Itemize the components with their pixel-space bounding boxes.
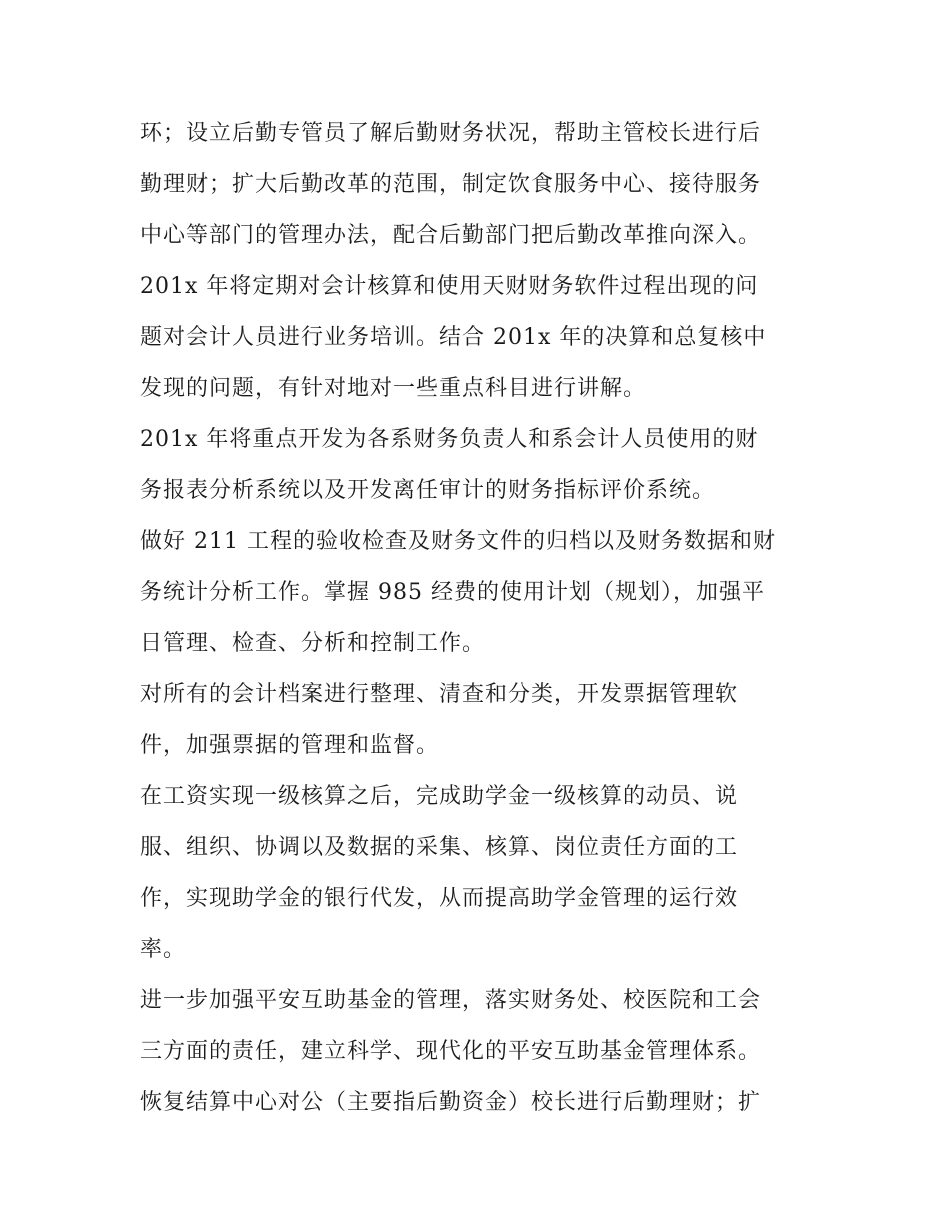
text-line: 三方面的责任，建立科学、现代化的平安互助基金管理体系。 xyxy=(140,1039,762,1064)
text-line: 作，实现助学金的银行代发，从而提高助学金管理的运行效 xyxy=(140,886,739,911)
text-line: 件，加强票据的管理和监督。 xyxy=(140,733,440,758)
text-line: 题对会计人员进行业务培训。结合 201x 年的决算和总复核中 xyxy=(140,325,767,350)
text-line: 进一步加强平安互助基金的管理，落实财务处、校医院和工会 xyxy=(140,988,762,1013)
text-line: 务统计分析工作。掌握 985 经费的使用计划（规划），加强平 xyxy=(140,580,765,605)
text-line: 务报表分析系统以及开发离任审计的财务指标评价系统。 xyxy=(140,478,716,503)
text-line: 日管理、检查、分析和控制工作。 xyxy=(140,631,486,656)
text-line: 恢复结算中心对公（主要指后勤资金）校长进行后勤理财；扩 xyxy=(140,1090,762,1115)
text-line: 在工资实现一级核算之后，完成助学金一级核算的动员、说 xyxy=(140,784,739,809)
text-line: 201x 年将重点开发为各系财务负责人和系会计人员使用的财 xyxy=(140,427,759,452)
document-body xyxy=(140,108,820,1128)
text-line: 做好 211 工程的验收检查及财务文件的归档以及财务数据和财 xyxy=(140,529,776,554)
text-line: 201x 年将定期对会计核算和使用天财财务软件过程出现的问 xyxy=(140,274,759,299)
text-line: 中心等部门的管理办法，配合后勤部门把后勤改革推向深入。 xyxy=(140,223,762,248)
text-line: 服、组织、协调以及数据的采集、核算、岗位责任方面的工 xyxy=(140,835,739,860)
text-line: 勤理财；扩大后勤改革的范围，制定饮食服务中心、接待服务 xyxy=(140,172,762,197)
text-line: 发现的问题，有针对地对一些重点科目进行讲解。 xyxy=(140,376,647,401)
text-line: 环；设立后勤专管员了解后勤财务状况，帮助主管校长进行后 xyxy=(140,121,762,146)
text-line: 对所有的会计档案进行整理、清查和分类，开发票据管理软 xyxy=(140,682,739,707)
text-line: 率。 xyxy=(140,937,187,962)
